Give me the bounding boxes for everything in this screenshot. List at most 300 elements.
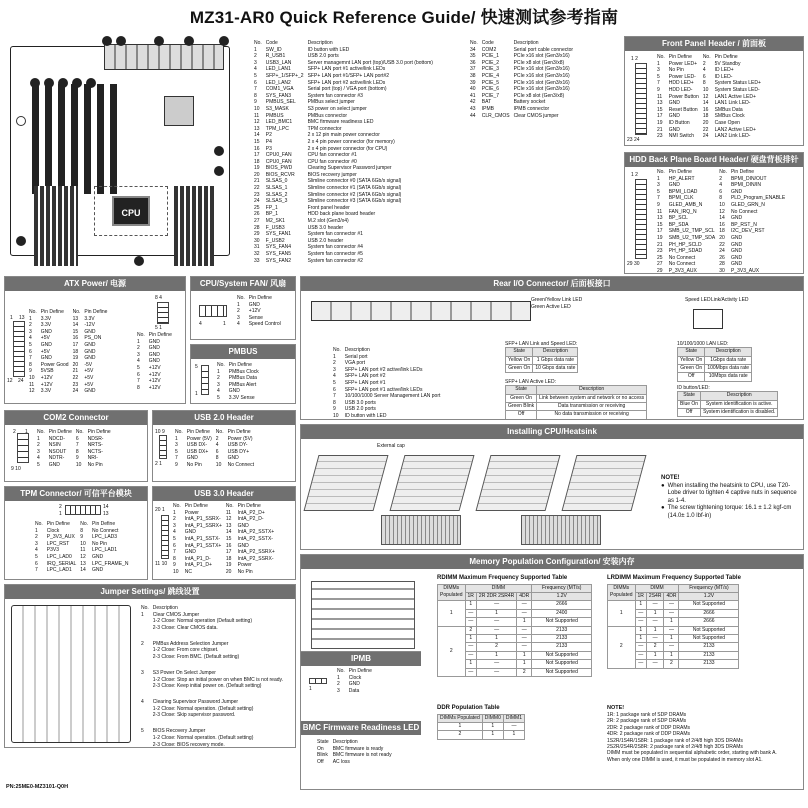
table-cell: -5V <box>84 361 93 368</box>
table-cell: Power (5V) <box>227 435 253 442</box>
table-cell: 21 <box>657 241 663 248</box>
table-cell: 2133 <box>532 634 592 642</box>
table-cell: IntA_P1_D+ <box>184 562 212 569</box>
note-item: 2S2R/2S4R/2S8R: 2 package rank of 2/4/8 high 3DS DRAMs <box>607 743 743 750</box>
table-cell <box>139 677 151 684</box>
table-cell: Green On <box>506 394 537 402</box>
table-cell: USB DX- <box>186 442 208 449</box>
table-cell: 2 <box>476 643 516 651</box>
col-rank: 1R <box>465 592 476 600</box>
table-cell: 10 <box>254 105 260 112</box>
table-row <box>135 372 174 379</box>
table-cell: M2_SK1 <box>265 218 285 225</box>
table-cell: LPC_LAD3 <box>92 534 118 541</box>
table-cell: 3 <box>337 687 340 694</box>
bmc-header: BMC Firmware Readiness LED <box>301 721 421 735</box>
table-cell: BIOS_PWD <box>265 165 293 172</box>
col-no: No. <box>29 309 37 315</box>
table-cell: PMBus connector <box>307 112 348 119</box>
table-cell: BP_SCL <box>668 215 688 222</box>
table-row <box>33 554 130 561</box>
note-text: The screw tightening torque: 16.1 ± 1.2 kgf-cm (14.0± 1.0 lbf-in) <box>667 505 792 519</box>
col-rank: 1.2V <box>679 592 739 600</box>
green-active-led-label: Green Active LED <box>531 304 571 310</box>
usb2-header: USB 2.0 Header <box>153 411 295 425</box>
table-cell: 2-3 Close: Skip supervisor password. <box>152 712 236 719</box>
table-cell: PH_HP_SCLD <box>668 241 702 248</box>
table-row <box>506 365 578 373</box>
table-cell: 26 <box>254 211 260 218</box>
table-cell: IntA_P1_SSRX- <box>184 516 221 523</box>
bullet-icon: ● <box>661 505 665 511</box>
table-cell: GND <box>668 113 680 120</box>
col-state: State <box>317 739 329 745</box>
table-title: SFP+ LAN Link and Speed LED: <box>505 341 578 347</box>
cpu-note <box>661 475 799 520</box>
table-row <box>135 339 174 346</box>
table-cell: Power Button <box>668 93 699 100</box>
table-cell: FAN_IRQ_N <box>668 208 697 215</box>
table-cell: GND <box>668 182 680 189</box>
table-cell: 25 <box>254 204 260 211</box>
table-cell: 1 <box>503 731 524 739</box>
table-cell: USB 2.0 ports <box>307 53 339 60</box>
table-cell: Green On <box>506 365 533 373</box>
table-cell: NCTS- <box>87 448 103 455</box>
table-cell: 18 <box>254 158 260 165</box>
table-row <box>173 449 256 456</box>
table-row <box>655 127 763 134</box>
table-cell: 14 <box>254 132 260 139</box>
table-cell: — <box>646 660 664 668</box>
table-cell: ID LED- <box>714 73 733 80</box>
callout-marker <box>214 146 224 156</box>
col-pin: Pin Define <box>184 503 208 509</box>
table-cell: — <box>517 626 532 634</box>
table-row <box>315 752 394 759</box>
table-cell: GND <box>227 455 239 462</box>
table-cell: Clock <box>348 674 362 681</box>
table-cell: Serial port (top) / VGA port (bottom) <box>307 86 387 93</box>
table-cell: SFP+ LAN port #1/SFP+ LAN port#2 <box>307 72 390 79</box>
link-led-label: Link/Activity LED <box>711 297 749 303</box>
pmbus-header: PMBUS <box>191 345 295 359</box>
table-row <box>215 388 261 395</box>
bullet-icon: ● <box>661 482 665 489</box>
table-row <box>35 462 113 469</box>
table-cell: 29 <box>657 267 663 274</box>
table-cell: Case Open <box>714 119 740 126</box>
table-cell: — <box>517 609 532 617</box>
rj45-port-drawing <box>693 309 723 329</box>
table-cell: 2 <box>173 516 176 523</box>
table-header <box>173 429 256 436</box>
table-cell: Power <box>184 509 199 516</box>
col-state: State <box>678 348 705 356</box>
rear-panel-drawing <box>311 301 531 321</box>
table-cell: GND <box>348 681 360 688</box>
table-row <box>655 113 763 120</box>
table-cell: GND <box>184 549 196 556</box>
table-cell: LPC_LAD0 <box>46 553 72 560</box>
table-row <box>678 365 752 373</box>
note-item: When only one DIMM is used, it must be populated in memory slot A1. <box>607 756 763 763</box>
table-cell: Data transmission or receiving <box>537 403 647 411</box>
table-cell: 2-3 Close: Keep initial power on. (Default setting) <box>152 683 262 690</box>
table-cell: 23 <box>657 248 663 255</box>
table-cell: IntA_P2_D- <box>237 516 264 523</box>
jumper-section <box>4 584 296 748</box>
table-cell <box>139 712 151 728</box>
table-cell: PCIe x16 slot (Gen3/x16) <box>513 79 570 86</box>
table-cell: 1 <box>465 634 476 642</box>
table-row <box>655 222 787 229</box>
pin-label: 13 <box>103 511 109 517</box>
table-cell: Clear CMOS Jumper <box>152 611 200 618</box>
usb3-connector <box>161 515 169 559</box>
table-row <box>678 400 778 408</box>
sfp-speed-led <box>505 341 578 373</box>
table-cell: 1 <box>337 674 340 681</box>
table-cell: 12 <box>254 119 260 126</box>
table-row <box>35 436 113 443</box>
col-no: No. <box>175 429 183 435</box>
component-row <box>252 258 435 265</box>
component-row <box>252 218 435 225</box>
table-cell: Sense <box>248 314 263 321</box>
table-cell: IntA_P2_SSRX+ <box>237 549 275 556</box>
table-cell <box>139 625 151 641</box>
table-cell: GND <box>40 355 52 362</box>
table-cell: Speed Control <box>248 321 281 328</box>
table-row <box>331 360 442 367</box>
table-cell: 4 <box>217 388 220 395</box>
table-cell: 3 <box>137 351 140 358</box>
table-cell: 1 <box>175 435 178 442</box>
col-state: State <box>678 392 701 400</box>
table-cell: System fan connector #5 <box>307 251 363 257</box>
component-row <box>252 192 435 199</box>
table-cell: BPMI_DIN/OUT <box>730 175 767 182</box>
table-cell: GND <box>48 461 60 468</box>
table-cell: 5 <box>657 188 660 195</box>
table-cell: SLSAS_3 <box>265 198 288 205</box>
table-cell: 1 <box>465 601 476 609</box>
jumper-row <box>139 677 285 684</box>
table-cell: LPC_RST <box>46 540 70 547</box>
table-cell: System fan connector #2 <box>307 257 363 264</box>
table-cell: 42 <box>470 99 476 106</box>
table-cell: 10Mbps data rate <box>705 373 752 381</box>
table-cell: 8 <box>80 527 84 534</box>
rdimm-table <box>437 584 592 677</box>
table-cell: 38 <box>470 72 476 79</box>
component-table <box>468 40 575 119</box>
table-cell: IntA_P1_SSRX+ <box>184 522 222 529</box>
table-cell: P_3V3_AUX <box>730 267 760 274</box>
table-row <box>331 413 442 420</box>
table-cell: 2 <box>254 53 257 60</box>
table-cell: 18 <box>72 348 79 355</box>
table-cell: Slimline connector #3 (SATA 6Gb/s signal) <box>307 198 402 205</box>
pin-label: 20 1 <box>155 507 165 513</box>
table-cell: SMBus Clock <box>714 113 745 120</box>
table-cell: SMB_U2_TMP_SCL <box>668 228 715 235</box>
table-cell: 1-2 Close: Normal operation (Default setting) <box>152 618 252 625</box>
component-row <box>252 225 435 232</box>
table-cell: 2666 <box>679 618 739 626</box>
table-cell: Serial port <box>344 353 368 360</box>
col-pin: Pin Define <box>348 668 372 674</box>
table-cell: SFP+ LAN port #1 <box>344 379 386 386</box>
table-cell: NDCD- <box>48 435 65 442</box>
col-pin: Pin Define <box>48 429 72 435</box>
table-cell: Link between system and network or no access <box>537 394 647 402</box>
table-cell: — <box>517 601 532 609</box>
table-header <box>506 386 647 394</box>
table-row <box>655 176 787 183</box>
table-row <box>506 411 647 419</box>
table-cell: 9 <box>80 534 84 541</box>
callout-marker <box>134 256 144 266</box>
table-cell: GND <box>668 126 680 133</box>
rear-io-header: Rear I/O Connector/ 后面板接口 <box>301 277 803 291</box>
usb3-section <box>152 486 296 580</box>
table-cell: SFP+ LAN port #1 active/link LEDs <box>344 386 423 393</box>
table-row <box>331 393 442 400</box>
table-cell: — <box>465 651 476 659</box>
table-row <box>655 209 787 216</box>
table-cell: 5 <box>29 341 32 348</box>
table-cell: SYS_FAN4 <box>265 244 292 251</box>
table-row <box>215 395 261 402</box>
table-cell: 1 <box>476 634 516 642</box>
table-cell: 12 <box>80 553 86 560</box>
table-row <box>315 746 394 753</box>
col-populated: DIMMs Populated <box>438 714 483 722</box>
table-cell: 3 <box>237 314 240 321</box>
pin-label: 2 <box>13 429 16 435</box>
table-cell: 1-2 Close: Normal operation. (Default setting) <box>152 734 254 741</box>
table-row <box>331 400 442 407</box>
table-cell: LAN1 Link LED- <box>714 100 751 107</box>
speed-led-label: Speed LED <box>685 297 711 303</box>
table-cell: ID button with LED <box>344 412 387 419</box>
table-cell: +12V <box>248 308 261 315</box>
table-row <box>135 378 174 385</box>
table-cell: 1 <box>333 353 336 360</box>
table-cell: Not Supported <box>532 660 592 668</box>
table-cell: — <box>635 618 646 626</box>
table-cell: 43 <box>470 105 476 112</box>
pin-label: 2 1 <box>155 461 162 467</box>
table-cell: BIOS Recovery Jumper <box>152 728 206 735</box>
table-cell: 28 <box>719 261 725 268</box>
component-row <box>252 73 435 80</box>
jumper-table <box>139 605 285 748</box>
table-header <box>655 54 763 61</box>
table-cell: SYS_FAN2 <box>265 257 292 264</box>
tpm-connector <box>65 505 101 515</box>
table-cell: PMBUS <box>265 112 284 119</box>
board-callouts <box>4 36 248 268</box>
table-cell: 5VSB <box>40 368 54 375</box>
table-cell: BP_RST_N <box>730 221 757 228</box>
jumper-row <box>139 712 285 728</box>
col-pin: Pin Define <box>730 169 755 175</box>
col-no: No. <box>254 40 262 46</box>
table-row <box>655 80 763 87</box>
table-row <box>655 228 787 235</box>
table-row <box>135 358 174 365</box>
col-rank: 1R <box>635 592 646 600</box>
table-cell: GND <box>730 261 743 268</box>
table-cell: 19 <box>254 165 260 172</box>
table-row <box>33 528 130 535</box>
table-cell: 8 <box>173 555 176 562</box>
usb3-header: USB 3.0 Header <box>153 487 295 501</box>
table-header <box>608 584 739 592</box>
tpm-header: TPM Connector/ 可信平台模块 <box>5 487 147 501</box>
table-cell: 4 <box>137 358 140 365</box>
col-no: No. <box>75 429 84 435</box>
table-cell: PCIe x16 slot (Gen3/x16) <box>513 53 570 60</box>
table-cell: 1 <box>141 611 144 618</box>
table-cell: 15 <box>657 221 663 228</box>
table-cell: BP_1 <box>265 211 279 218</box>
install-step-3 <box>475 455 560 511</box>
table-cell: 7 <box>75 442 79 449</box>
pin-label: 29 30 <box>627 261 640 267</box>
memory-header: Memory Population Configuration/ 安装内存 <box>301 555 803 569</box>
table-cell: 1 <box>664 634 679 642</box>
jumper-row <box>139 706 285 713</box>
table-cell: 29 <box>254 231 260 238</box>
table-cell: GND <box>730 215 743 222</box>
table-header <box>35 429 113 436</box>
ipmb-header: IPMB <box>301 652 421 666</box>
table-cell: 1-2 Close: Stop an initial power on when BMC is not ready. <box>152 676 284 683</box>
table-cell: +12V <box>40 381 53 388</box>
note-item: 2R: 2 package rank of SDP DRAMs <box>607 718 687 725</box>
table-cell: BMC firmware is ready <box>332 745 384 752</box>
table-cell: GND <box>228 388 240 395</box>
table-row <box>655 248 787 255</box>
table-cell: Data <box>348 687 360 694</box>
usb2-connector <box>159 435 167 459</box>
table-row <box>135 365 174 372</box>
table-cell: 2400 <box>532 609 592 617</box>
table-cell: 11 <box>225 509 232 516</box>
table-cell: IPMB connector <box>513 105 550 112</box>
table-cell: Reset Button <box>668 106 698 113</box>
table-cell: — <box>646 634 664 642</box>
table-cell: BPMI_DIN/IN <box>730 182 761 189</box>
table-cell: 1 <box>137 338 140 345</box>
table-row <box>608 601 739 609</box>
install-step-2 <box>389 455 474 511</box>
table-cell: 3 <box>333 366 336 373</box>
table-cell: GND <box>84 328 96 335</box>
table-cell: GND <box>148 351 160 358</box>
table-cell: 1 <box>254 46 257 53</box>
col-no: No. <box>702 54 711 60</box>
pin-label: 11 10 <box>155 561 168 567</box>
table-cell: Power LED- <box>668 73 696 80</box>
component-row <box>252 198 435 205</box>
table-cell: 8 <box>719 195 722 202</box>
table-cell: 1 <box>635 634 646 642</box>
table-cell: BPMI_LOAD <box>668 188 698 195</box>
col-no: No. <box>80 521 89 527</box>
table-row <box>331 406 442 413</box>
table-cell: BIOS_RCVR <box>265 171 295 178</box>
table-row <box>171 523 277 530</box>
table-cell: 1-2 Close: From core chipset. <box>152 647 219 654</box>
component-row <box>468 106 575 113</box>
table-cell: LPC_FRAME_N <box>92 560 129 567</box>
table-cell: 5 <box>175 448 178 455</box>
table-row <box>27 349 109 356</box>
bmc-section <box>301 721 421 790</box>
component-row <box>468 60 575 67</box>
table-cell: — <box>635 609 646 617</box>
table-cell: 13 <box>254 125 260 132</box>
table-cell: P4 <box>265 138 272 145</box>
table-cell: +12V <box>148 364 161 371</box>
col-no: No. <box>719 169 727 175</box>
table-cell: SYS_FAN5 <box>265 251 292 257</box>
table-cell: BMC firmware is not ready <box>332 752 392 759</box>
table-cell: Not Supported <box>532 618 592 626</box>
table-cell: Slimline connector #1 (SATA 6Gb/s signal) <box>307 185 402 192</box>
table-cell: 1 <box>29 315 32 322</box>
table-row <box>438 601 592 609</box>
table-cell: — <box>646 618 664 626</box>
table-cell: 5 <box>657 73 660 80</box>
external-cap-label: External cap <box>377 443 405 449</box>
table-cell: 1 <box>635 626 646 634</box>
callout-marker <box>86 78 96 88</box>
table-cell: 14 <box>719 215 725 222</box>
table-row <box>438 722 525 730</box>
table-cell: Power LED+ <box>668 60 697 67</box>
heatsink-drawing <box>381 515 461 545</box>
component-row <box>468 86 575 93</box>
table-row <box>438 626 592 634</box>
table-cell: PCIe x16 slot (Gen3/x16) <box>513 86 570 93</box>
table-cell: — <box>503 722 524 730</box>
jumper-row <box>139 735 285 742</box>
table-cell: 8 <box>29 361 32 368</box>
table-cell: IRQ_SERIAL <box>46 560 77 567</box>
table-cell: 3 <box>254 59 257 66</box>
table-cell: 20 <box>702 119 709 126</box>
table-cell: ID button with LED <box>307 46 350 53</box>
table-cell: BP_SDA <box>668 221 689 228</box>
table-cell: 2 <box>702 60 706 67</box>
jumper-board-drawing <box>11 605 131 743</box>
table-cell: USB3_LAN <box>265 59 292 66</box>
table-cell: 14 <box>80 567 86 574</box>
table-cell: System fan connector #1 <box>307 231 363 238</box>
table-cell: 2-3 Close: BIOS recovery mode. <box>152 741 225 748</box>
table-cell: 16 <box>254 145 260 152</box>
table-cell: 19 <box>657 234 663 241</box>
table-cell: 10 <box>215 461 222 468</box>
jumper-row <box>139 670 285 677</box>
table-row <box>506 394 647 402</box>
